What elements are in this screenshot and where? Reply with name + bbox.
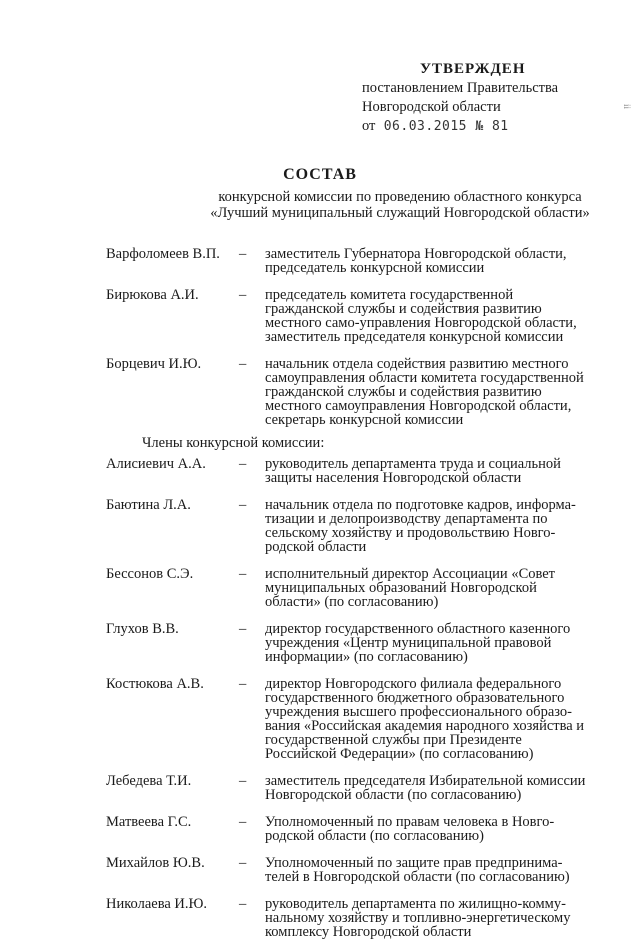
person-name: Матвеева Г.С.	[106, 814, 192, 830]
person-position: руководитель департамента труда и социальной защиты населения Новгородской области	[265, 456, 561, 486]
person-position: заместитель Губернатора Новгородской области, председатель конкурсной комиссии	[265, 246, 567, 276]
commission-row	[106, 897, 606, 939]
dash: –	[239, 287, 247, 303]
commission-row	[106, 357, 606, 427]
person-position: председатель комитета государственной гражданской службы и содействия развитию местного само-управления Новгородской области, заместитель председателя конкурсной комиссии	[265, 287, 577, 345]
person-name: Бирюкова А.И.	[106, 287, 199, 303]
dash: –	[239, 566, 247, 582]
person-name: Баютина Л.А.	[106, 497, 191, 513]
person-position: начальник отдела по подготовке кадров, информа-тизации и делопроизводству департамента по сельскому хозяйству и продовольствию Новго-родской области	[265, 497, 576, 555]
commission-row	[106, 815, 606, 843]
approval-date-number: 06.03.2015 № 81	[383, 119, 509, 134]
person-name: Михайлов Ю.В.	[106, 855, 205, 871]
commission-row	[106, 247, 606, 275]
person-position: руководитель департамента по жилищно-комму-нальному хозяйству и топливно-энергетическому комплексу Новгородской области	[265, 896, 571, 940]
members-label: Члены конкурсной комиссии:	[142, 435, 325, 451]
commission-row	[106, 677, 606, 761]
dash: –	[239, 356, 247, 372]
person-name: Лебедева Т.И.	[106, 773, 192, 789]
commission-row	[106, 774, 606, 802]
approval-block	[362, 60, 558, 136]
person-name: Глухов В.В.	[106, 621, 179, 637]
approval-line-2: Новгородской области	[362, 99, 501, 115]
dash: –	[239, 896, 247, 912]
dash: –	[239, 497, 247, 513]
commission-row	[106, 856, 606, 884]
person-name: Варфоломеев В.П.	[106, 246, 220, 262]
approved-heading: УТВЕРЖДЕН	[420, 61, 526, 77]
subtitle-line-2: «Лучший муниципальный служащий Новгородской области»	[210, 205, 590, 221]
dash: –	[239, 246, 247, 262]
approval-line-1: постановлением Правительства	[362, 80, 559, 96]
person-position: начальник отдела содействия развитию местного самоуправления области комитета государственной гражданской службы и содействия развитию местного самоуправления Новгородской области, секретарь конкурсной комиссии	[265, 356, 584, 428]
person-name: Борцевич И.Ю.	[106, 356, 202, 372]
person-position: директор Новгородского филиала федерального государственного бюджетного образовательного учреждения высшего профессионального образо-вания «Российская академия народного хозяйства и государственной службы при Президенте Российской Федерации» (по согласованию)	[265, 676, 585, 762]
person-position: Уполномоченный по защите прав предпринима-телей в Новгородской области (по согласованию)	[265, 855, 570, 885]
person-position: Уполномоченный по правам человека в Новго-родской области (по согласованию)	[265, 814, 555, 844]
commission-row	[106, 498, 606, 554]
approval-from: от	[362, 118, 376, 134]
person-name: Николаева И.Ю.	[106, 896, 208, 912]
person-position: директор государственного областного казенного учреждения «Центр муниципальной правовой информации» (по согласованию)	[265, 621, 571, 665]
person-name: Алисиевич А.А.	[106, 456, 206, 472]
subtitle-line-1: конкурсной комиссии по проведению областного конкурса	[218, 189, 582, 205]
approval-date	[362, 117, 558, 136]
person-position: исполнительный директор Ассоциации «Совет муниципальных образований Новгородской области» (по согласованию)	[265, 566, 556, 610]
dash: –	[239, 621, 247, 637]
commission-row	[106, 622, 606, 664]
document-title: СОСТАВ	[283, 166, 357, 183]
dash: –	[239, 456, 247, 472]
person-position: заместитель председателя Избирательной комиссии Новгородской области (по согласованию)	[265, 773, 586, 803]
dash: –	[239, 676, 247, 692]
commission-list	[106, 247, 606, 952]
person-name: Бессонов С.Э.	[106, 566, 194, 582]
commission-row	[106, 457, 606, 485]
side-mark: ii	[622, 104, 632, 110]
commission-row	[106, 567, 606, 609]
dash: –	[239, 773, 247, 789]
dash: –	[239, 855, 247, 871]
dash: –	[239, 814, 247, 830]
person-name: Костюкова А.В.	[106, 676, 204, 692]
document-subtitle	[100, 189, 640, 221]
commission-row	[106, 288, 606, 344]
